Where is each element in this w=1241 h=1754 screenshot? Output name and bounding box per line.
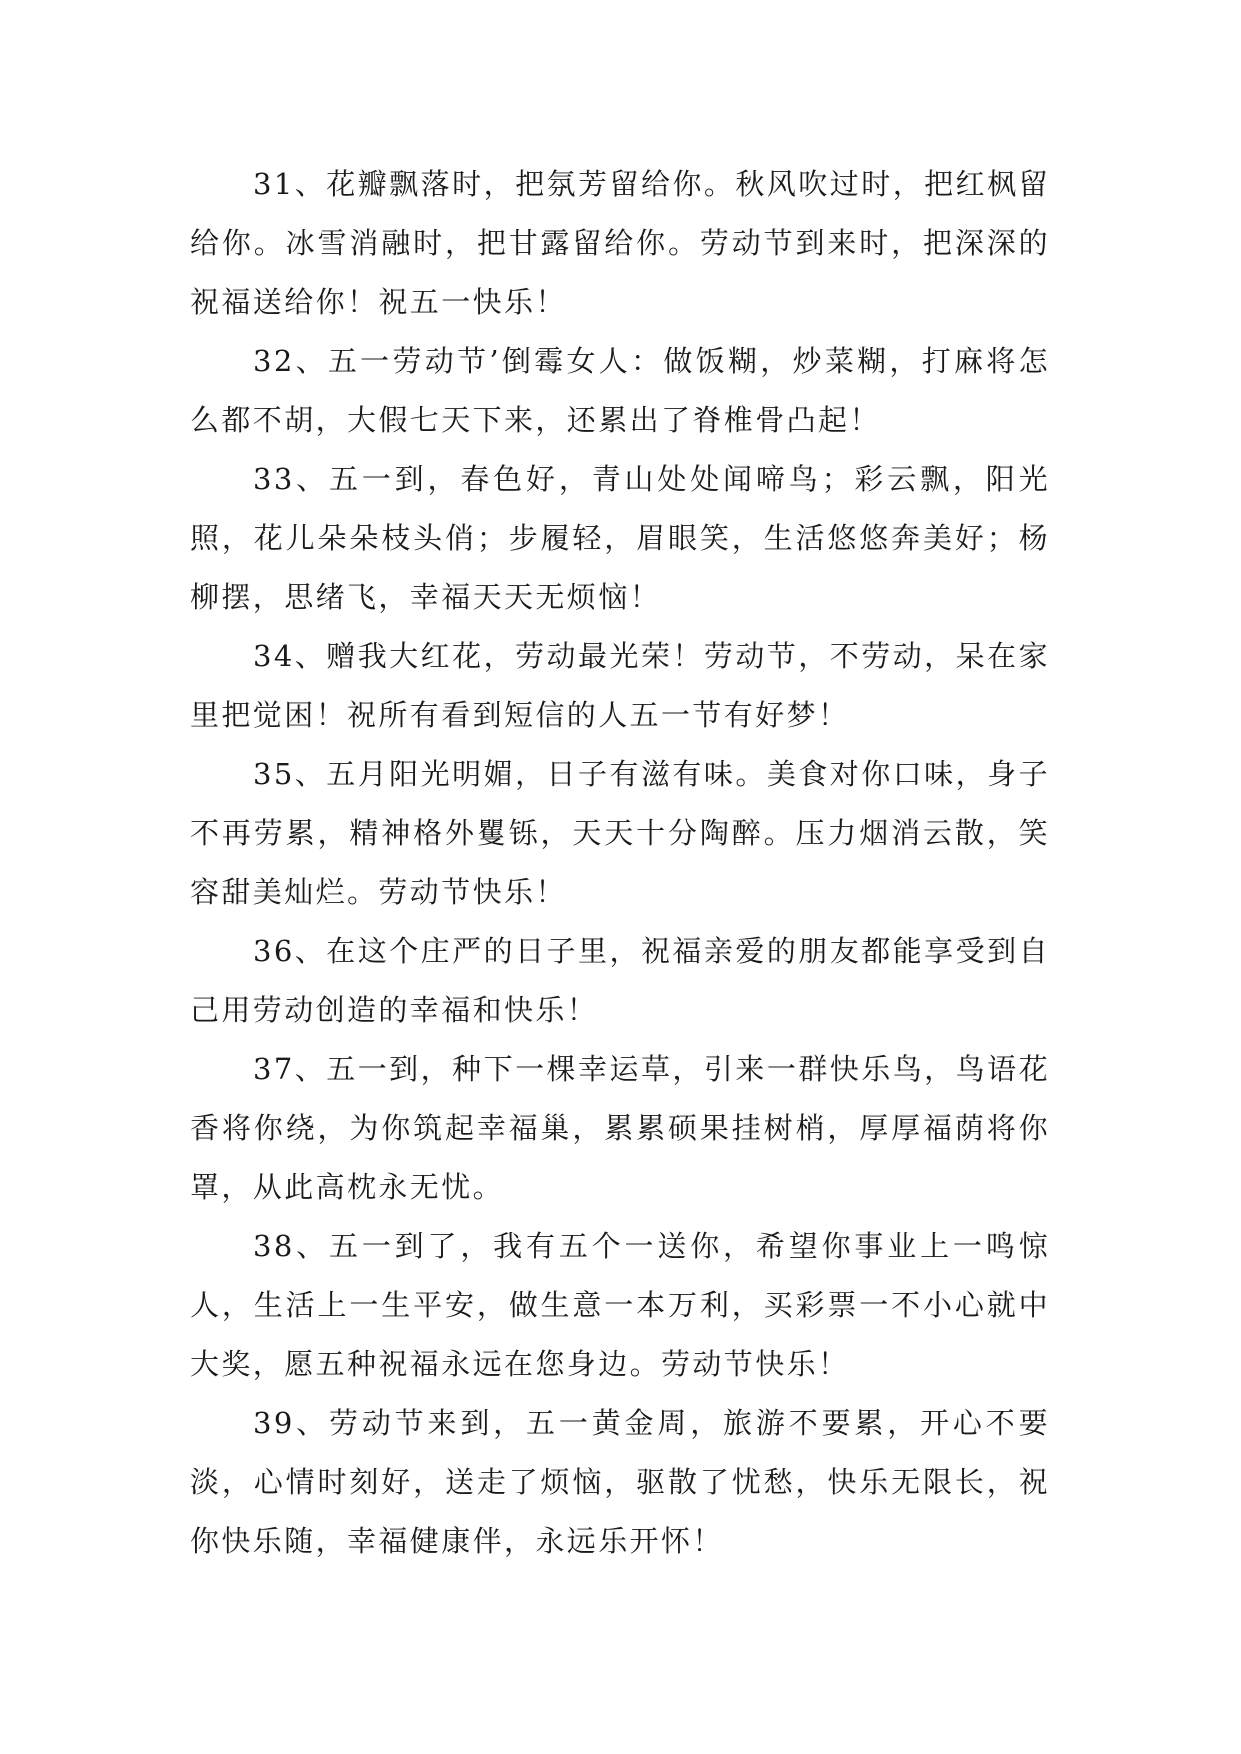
paragraph-36: 36、在这个庄严的日子里，祝福亲爱的朋友都能享受到自己用劳动创造的幸福和快乐！ (190, 934, 1050, 1027)
paragraph-33: 33、五一到，春色好，青山处处闻啼鸟；彩云飘，阳光照，花儿朵朵枝头俏；步履轻，眉眼笑，生活悠悠奔美好；杨柳摆，思绪飞，幸福天天无烦恼！ (190, 462, 1050, 614)
paragraph-31: 31、花瓣飘落时，把氛芳留给你。秋风吹过时，把红枫留给你。冰雪消融时，把甘露留给你。劳动节到来时，把深深的祝福送给你！祝五一快乐！ (190, 167, 1050, 319)
paragraph-38: 38、五一到了，我有五个一送你，希望你事业上一鸣惊人，生活上一生平安，做生意一本万利，买彩票一不小心就中大奖，愿五种祝福永远在您身边。劳动节快乐！ (190, 1229, 1050, 1381)
paragraph-39: 39、劳动节来到，五一黄金周，旅游不要累，开心不要淡，心情时刻好，送走了烦恼，驱散了忧愁，快乐无限长，祝你快乐随，幸福健康伴，永远乐开怀！ (190, 1406, 1050, 1558)
paragraph-34: 34、赠我大红花，劳动最光荣！劳动节，不劳动，呆在家里把觉困！祝所有看到短信的人五一节有好梦！ (190, 639, 1050, 732)
paragraph-32: 32、五一劳动节’倒霉女人：做饭糊，炒菜糊，打麻将怎么都不胡，大假七天下来，还累出了脊椎骨凸起！ (190, 344, 1050, 437)
paragraph-37: 37、五一到，种下一棵幸运草，引来一群快乐鸟，鸟语花香将你绕，为你筑起幸福巢，累累硕果挂树梢，厚厚福荫将你罩，从此高枕永无忧。 (190, 1052, 1050, 1204)
paragraph-35: 35、五月阳光明媚，日子有滋有味。美食对你口味，身子不再劳累，精神格外矍铄，天天十分陶醉。压力烟消云散，笑容甜美灿烂。劳动节快乐！ (190, 757, 1050, 909)
document-page (190, 155, 1050, 1571)
